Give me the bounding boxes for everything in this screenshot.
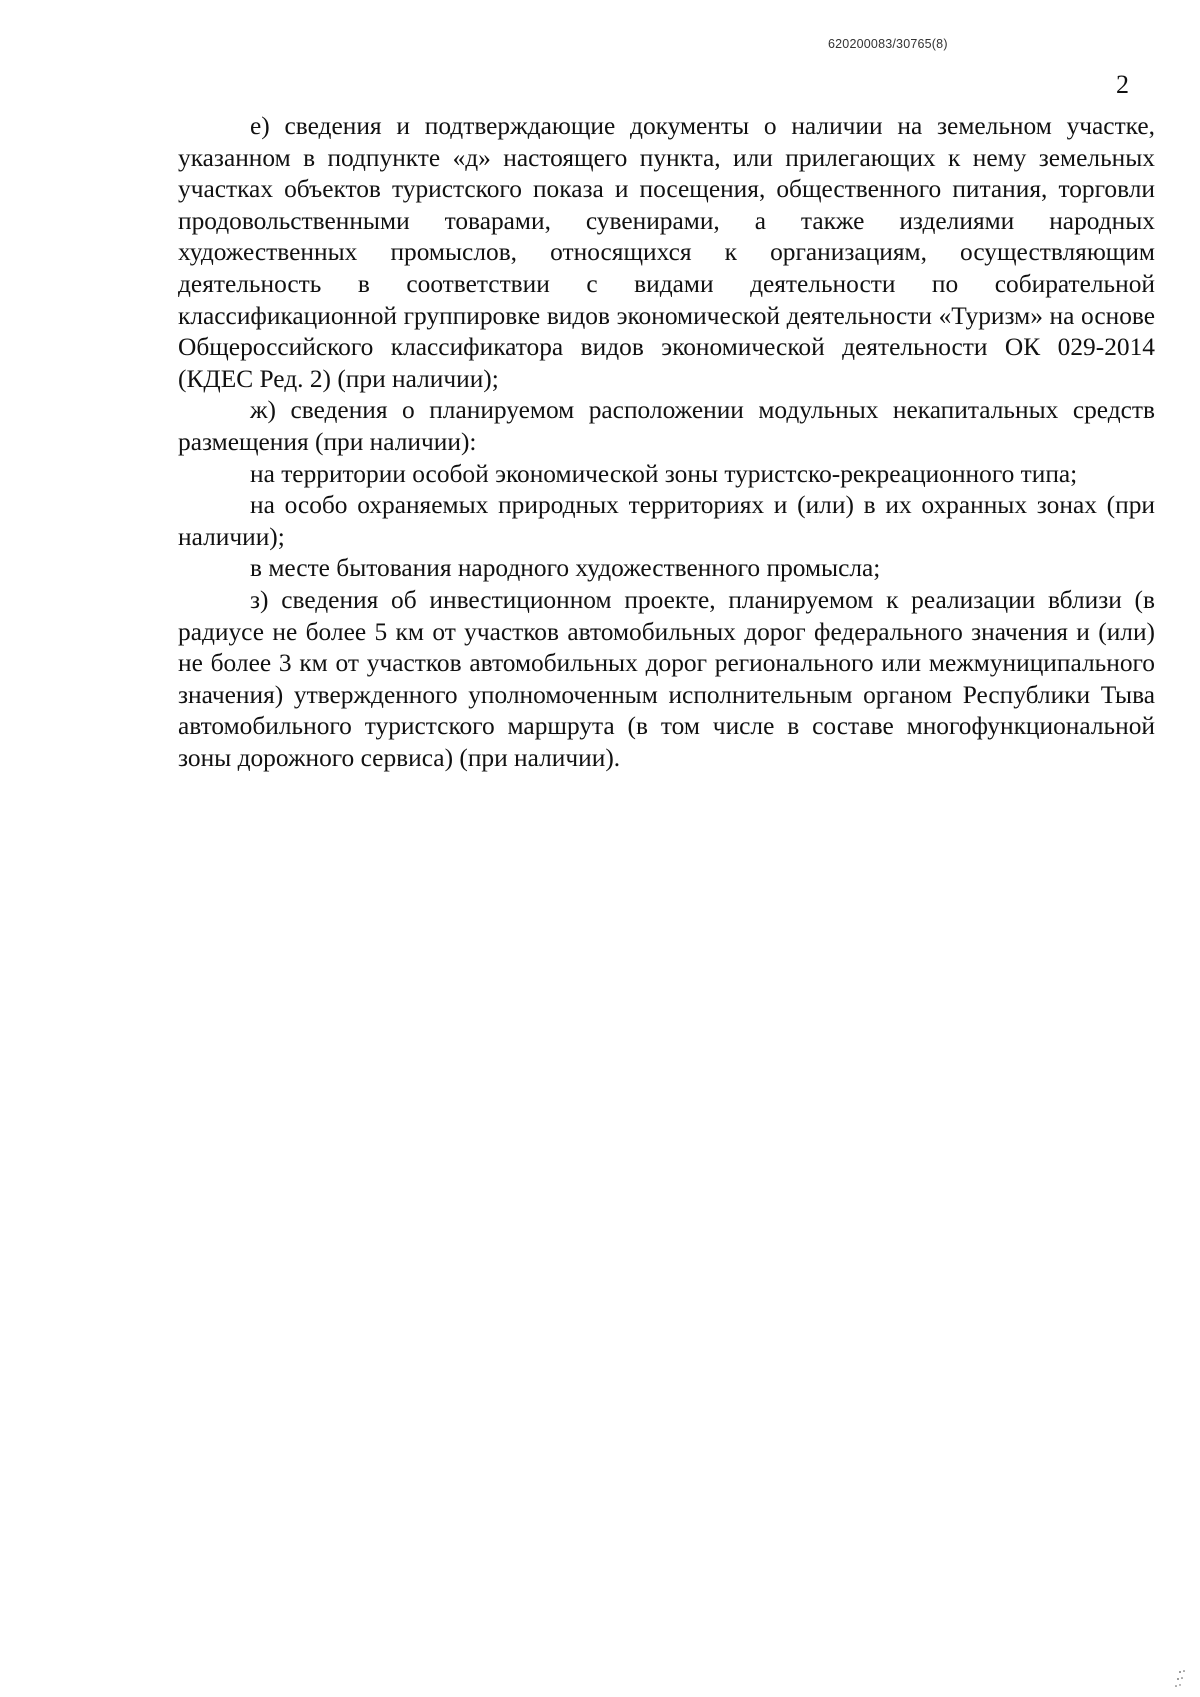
document-id: 620200083/30765(8) <box>828 37 948 51</box>
paragraph-zh: ж) сведения о планируемом расположении модульных некапитальных средств размещения (при наличии): <box>178 396 1155 456</box>
paragraph-protected-areas: на особо охраняемых природных территориях и (или) в их охранных зонах (при наличии); <box>178 491 1155 551</box>
paragraph-z: з) сведения об инвестиционном проекте, планируемом к реализации вблизи (в радиусе не более 5 км от участков автомобильных дорог федерального значения и (или) не более 3 км от участков автомобильных дорог регионального или межмуниципального значения) утвержденного уполномоченным исполнительным органом Республики Тыва автомобильного туристского маршрута (в том числе в составе многофункциональной зоны дорожного сервиса) (при наличии). <box>178 585 1155 772</box>
page-number: 2 <box>1116 70 1129 99</box>
paragraph-folk-craft-place: в месте бытования народного художественного промысла; <box>250 554 881 583</box>
paragraph-e: е) сведения и подтверждающие документы о наличии на земельном участке, указанном в подпункте «д» настоящего пункта, или прилегающих к нему земельных участках объектов туристского показа и посещения, общественного питания, торговли продовольственными товарами, сувенирами, а также изделиями народных художественных промыслов, относящихся к организациям, осуществляющим деятельность в соответствии с видами деятельности по собирательной классификационной группировке видов экономической деятельности «Туризм» на основе Общероссийского классификатора видов экономической деятельности ОК 029-2014 (КДЕС Ред. 2) (при наличии); <box>178 112 1155 393</box>
paragraph-territory-sez: на территории особой экономической зоны туристско-рекреационного типа; <box>250 459 1078 488</box>
document-body <box>178 111 1155 774</box>
scan-artifact-marks <box>1170 1668 1190 1692</box>
